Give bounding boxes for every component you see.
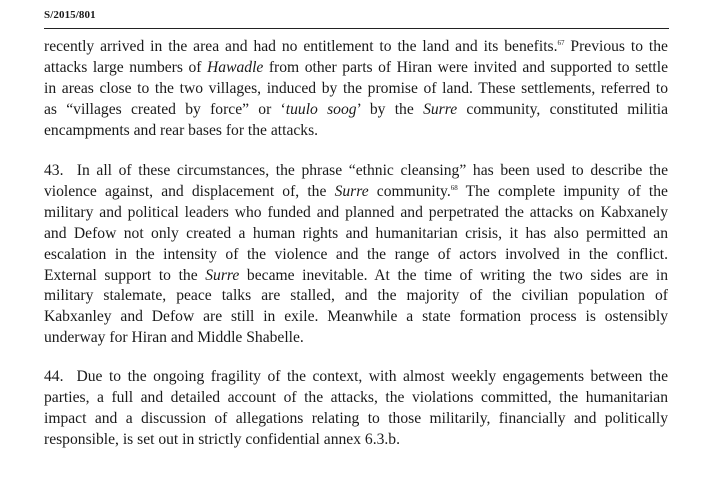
document-symbol: S/2015/801 bbox=[44, 9, 96, 21]
text-run: encampments and rear bases for the attacks. bbox=[44, 121, 319, 139]
italic-term: Surre bbox=[423, 100, 458, 118]
paragraph-line: escalation in the intensity of the violence and the range of actors involved in the conflict. bbox=[44, 245, 668, 263]
text-run: ’ by the bbox=[356, 100, 424, 118]
paragraph-44 bbox=[44, 367, 668, 451]
italic-term: Surre bbox=[205, 266, 240, 284]
paragraph-42-continued bbox=[44, 37, 668, 142]
paragraph-line bbox=[44, 161, 668, 182]
paragraph-line: military stalemate, peace talks are stalled, and the majority of the civilian population of bbox=[44, 287, 668, 305]
text-run: recently arrived in the area and had no entitlement to the land and its benefits. bbox=[44, 38, 558, 55]
text-run: The complete impunity of the bbox=[457, 182, 668, 200]
text-run: External support to the bbox=[44, 266, 206, 284]
paragraph-line: and Defow not only created a human rights and humanitarian crisis, it has also permitted an bbox=[44, 224, 668, 242]
paragraph-line bbox=[44, 100, 668, 121]
text-run: community, constituted militia bbox=[457, 100, 669, 118]
paragraph-43 bbox=[44, 161, 668, 349]
text-run: from other parts of Hiran were invited and supported to settle bbox=[263, 58, 669, 76]
paragraph-line: military and political leaders who funded and planned and perpetrated the attacks on Kabxanely bbox=[44, 203, 668, 221]
text-run: In all of these circumstances, the phrase “ethnic cleansing” has been used to describe the bbox=[76, 162, 668, 179]
text-run: in areas close to the two villages, induced by the promise of land. These settlements, referred to bbox=[44, 79, 668, 97]
paragraph-line bbox=[44, 182, 668, 203]
text-run: community. bbox=[368, 182, 451, 200]
italic-term: Surre bbox=[334, 182, 369, 200]
paragraph-line: parties, a full and detailed account of the attacks, the violations committed, the humanitarian bbox=[44, 388, 668, 406]
paragraph-line bbox=[44, 367, 668, 388]
footnote-ref-67[interactable]: 67 bbox=[557, 39, 565, 47]
paragraph-number: 43. bbox=[44, 162, 64, 179]
paragraph-line bbox=[44, 79, 668, 100]
text-run: Previous to the bbox=[564, 38, 668, 55]
paragraph-number: 44. bbox=[44, 368, 64, 385]
footnote-ref-68[interactable]: 68 bbox=[450, 183, 458, 192]
paragraph-line: Kabxanley and Defow are still in exile. Meanwhile a state formation process is ostensibly bbox=[44, 308, 668, 326]
paragraph-line bbox=[44, 266, 668, 287]
paragraph-line bbox=[44, 121, 668, 142]
paragraph-line: responsible, is set out in strictly confidential annex 6.3.b. bbox=[44, 430, 400, 448]
text-run: Due to the ongoing fragility of the context, with almost weekly engagements between the bbox=[76, 368, 669, 385]
text-run: as “villages created by force” or ‘ bbox=[44, 100, 286, 118]
paragraph-line: underway for Hiran and Middle Shabelle. bbox=[44, 329, 304, 347]
paragraph-line: impact and a discussion of allegations relating to those militarily, financially and politically bbox=[44, 409, 668, 427]
italic-term: Hawadle bbox=[207, 58, 264, 76]
text-run: attacks large numbers of bbox=[44, 58, 208, 76]
text-run: became inevitable. At the time of writing the two sides are in bbox=[239, 266, 668, 284]
text-run: violence against, and displacement of, the bbox=[44, 182, 335, 200]
paragraph-line bbox=[44, 37, 668, 58]
header-rule bbox=[44, 28, 669, 29]
paragraph-line bbox=[44, 58, 668, 79]
italic-term: tuulo soog bbox=[285, 100, 357, 118]
